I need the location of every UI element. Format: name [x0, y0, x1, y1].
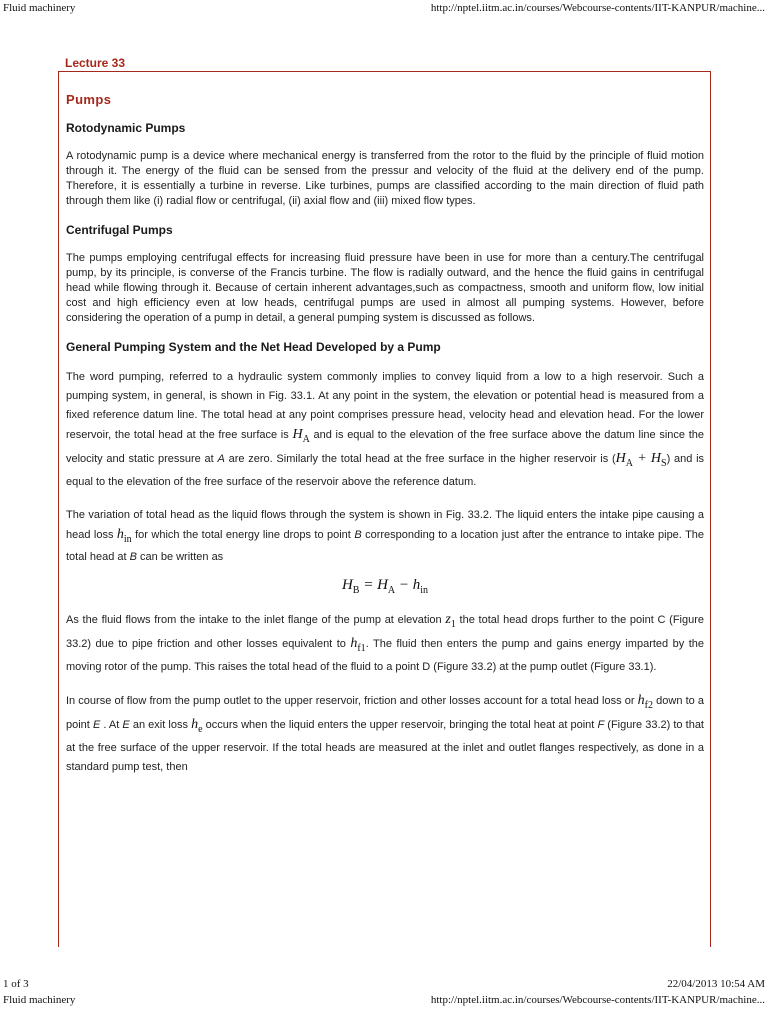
browser-header-url[interactable]: http://nptel.iitm.ac.in/courses/Webcourse-contents/IIT-KANPUR/machine... [430, 2, 765, 14]
math-HA-plus-HS: $H_A + H_S$ [615, 450, 667, 469]
math-HA: $H_A$ [292, 427, 310, 445]
content-frame [58, 71, 711, 947]
math-h-f2: $h_{f2}$ [637, 692, 653, 711]
math-z1: $z_1$ [445, 612, 456, 631]
paragraph-general-4: In course of flow from the pump outlet to the upper reservoir, friction and other losses account for a total head loss or $h_{f2}$ down to a point E . At E an exit loss $h_e$ occurs when the liquid enters the upper reservoir, bringing the total heat at point F (Figure 33.2) to that at the free surface of the upper reservoir. If the total heads are measured at the inlet and outlet flanges respectively, as done in a standard pump test, then [66, 692, 704, 773]
heading-rotodynamic: Rotodynamic Pumps [66, 121, 186, 135]
footer-title: Fluid machinery [3, 994, 76, 1006]
footer-url[interactable]: http://nptel.iitm.ac.in/courses/Webcourse-contents/IIT-KANPUR/machine... [430, 994, 765, 1006]
paragraph-rotodynamic: A rotodynamic pump is a device where mechanical energy is transferred from the rotor to the fluid by the principle of fluid motion through it. The energy of the fluid can be sensed from the pressur and velocity of the fluid at the delivery end of the pump. Therefore, it is essentially a turbine in reverse. Like turbines, pumps are classified according to the main direction of fluid path through them like (i) radial flow or centrifugal, (ii) axial flow and (iii) mixed flow types. [66, 150, 704, 207]
math-h-f1: $h_{f1}$ [350, 636, 366, 654]
math-h-e: $h_e$ [191, 716, 203, 735]
paragraph-general-3: As the fluid flows from the intake to the inlet flange of the pump at elevation $z_1$ the total head drops further to the point C (Figure 33.2) due to pipe friction and other losses equivalent to $h_{f1}$. The fluid then enters the pump and gains energy imparted by the moving rotor of the pump. This raises the total head of the fluid to a point D (Figure 33.2) at the pump outlet (Figure 33.1). [66, 612, 704, 673]
heading-general-pumping: General Pumping System and the Net Head Developed by a Pump [66, 340, 441, 354]
heading-centrifugal: Centrifugal Pumps [66, 223, 173, 237]
paragraph-general-1: The word pumping, referred to a hydraulic system commonly implies to convey liquid from a low to a high reservoir. Such a pumping system, in general, is shown in Fig. 33.1. At any point in the system, the elevation or potential head is measured from a fixed reference datum line. The total head at any point comprises pressure head, velocity head and elevation head. For the lower reservoir, the total head at the free surface is $H_A$ and is equal to the elevation of the free surface above the datum line since the velocity and static pressure at A are zero. Similarly the total head at the free surface in the higher reservoir is $(H_A + H_S)$ and is equal to the elevation of the free surface of the reservoir above the reference datum. [66, 371, 705, 488]
footer-datetime: 22/04/2013 10:54 AM [667, 978, 765, 990]
section-title: Pumps [66, 92, 112, 107]
paragraph-general-2: The variation of total head as the liquid flows through the system is shown in Fig. 33.2. The liquid enters the intake pipe causing a head loss $h_{in}$ for which the total energy line drops to point B corresponding to a location just after the entrance to intake pipe. The total head at B can be written as [66, 508, 705, 564]
equation-HB: $H_B = H_A - h_{in}$ [341, 577, 429, 597]
browser-header-title: Fluid machinery [3, 2, 76, 14]
lecture-title: Lecture 33 [65, 56, 126, 70]
math-h-in: $h_{in}$ [116, 526, 132, 545]
paragraph-centrifugal: The pumps employing centrifugal effects for increasing fluid pressure have been in use for more than a century.The centrifugal pump, by its principle, is converse of the Francis turbine. The flow is radially outward, and the hence the fluid gains in centrifugal head while flowing through it. Because of certain inherent advantages,such as compactness, smooth and uniform flow, low initial cost and high efficiency even at low heads, centrifugal pumps are used in almost all pumping systems. However, before considering the operation of a pump in detail, a general pumping system is discussed as follows. [66, 252, 704, 324]
content-body [66, 72, 704, 777]
footer-page-number: 1 of 3 [3, 978, 29, 990]
